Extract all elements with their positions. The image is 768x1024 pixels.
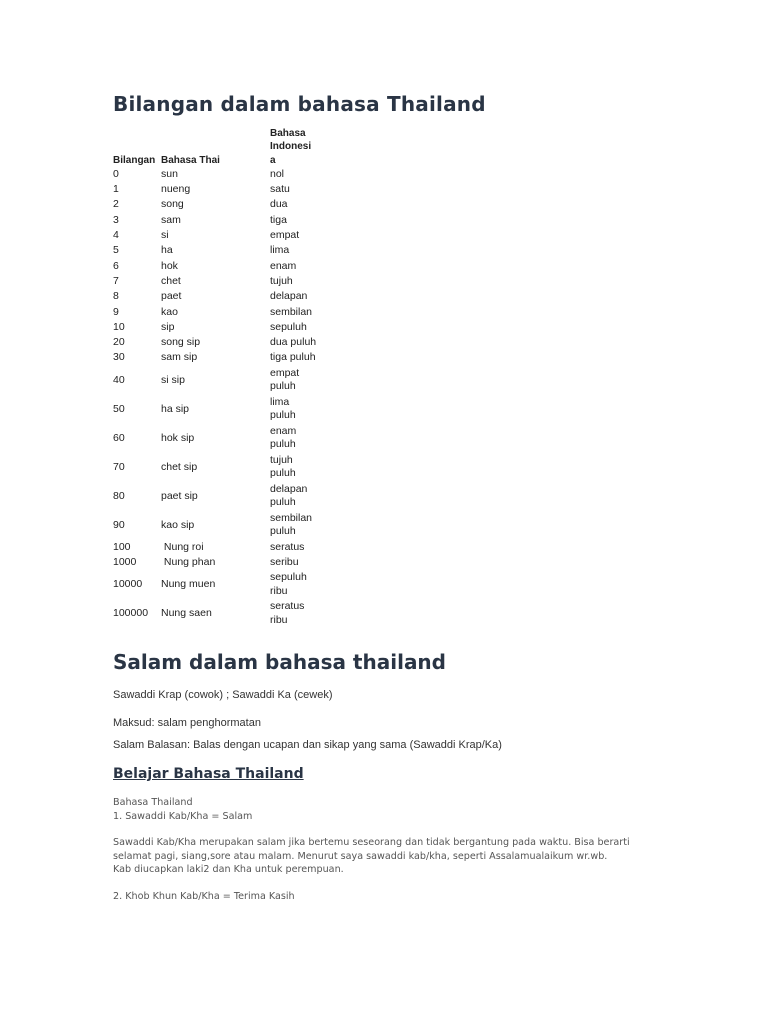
cell-line: empat (270, 366, 300, 379)
table-row (113, 482, 322, 511)
document-page (113, 92, 713, 916)
cell-thai: si (161, 229, 169, 242)
salam-line: Maksud: salam penghormatan (113, 717, 261, 730)
table-row (113, 243, 322, 258)
cell-line: empat (270, 229, 300, 242)
cell-indonesia (270, 424, 322, 453)
table-row (113, 320, 322, 335)
cell-line: enam (270, 424, 297, 437)
cell-indonesia (270, 511, 322, 540)
cell-number: 30 (113, 351, 125, 364)
header-line: Bahasa (270, 127, 306, 139)
cell-line: tujuh (270, 453, 293, 466)
cell-thai: kao (161, 305, 178, 318)
cell-number: 90 (113, 518, 125, 531)
table-row (113, 167, 322, 182)
cell-line: lima (270, 244, 290, 257)
cell-line: tiga (270, 213, 287, 226)
cell-thai: sam sip (161, 351, 198, 364)
cell-thai: si sip (161, 373, 185, 386)
cell-line: lima (270, 395, 290, 408)
salam-heading: Salam dalam bahasa thailand (113, 650, 446, 675)
table-row (113, 453, 322, 482)
cell-number: 9 (113, 305, 119, 318)
cell-thai: Nung muen (161, 578, 216, 591)
cell-thai: sip (161, 320, 175, 333)
text-line: Sawaddi Kab/Kha merupakan salam jika bertemu seseorang dan tidak bergantung pada waktu. Bisa berarti (113, 837, 630, 849)
cell-number: 6 (113, 259, 119, 272)
cell-number: 20 (113, 336, 125, 349)
cell-number: 40 (113, 373, 125, 386)
cell-thai: hok (161, 259, 178, 272)
cell-indonesia (270, 599, 322, 628)
cell-number: 80 (113, 489, 125, 502)
table-row (113, 274, 322, 289)
cell-thai: sam (161, 213, 181, 226)
cell-indonesia (270, 243, 322, 258)
cell-line: delapan (270, 290, 308, 303)
cell-indonesia (270, 213, 322, 228)
cell-line: satu (270, 183, 290, 196)
cell-thai: Nung roi (161, 540, 204, 553)
cell-thai: chet sip (161, 460, 198, 473)
text-line: 1. Sawaddi Kab/Kha = Salam (113, 810, 253, 822)
cell-line: puluh (270, 438, 296, 451)
cell-thai: paet (161, 290, 182, 303)
text-line: 2. Khob Khun Kab/Kha = Terima Kasih (113, 890, 295, 902)
cell-line: dua puluh (270, 336, 317, 349)
cell-thai: paet sip (161, 489, 198, 502)
header-bahasa-indonesia (270, 126, 322, 167)
cell-thai: sun (161, 167, 178, 180)
cell-line: dua (270, 198, 288, 211)
cell-line: seratus (270, 600, 305, 613)
cell-indonesia (270, 182, 322, 197)
cell-indonesia (270, 555, 322, 570)
header-line: Indonesi (270, 141, 312, 152)
paragraph (113, 796, 713, 823)
cell-number: 70 (113, 460, 125, 473)
cell-line: puluh (270, 409, 296, 422)
table-row (113, 599, 322, 628)
cell-number: 1 (113, 183, 119, 196)
cell-line: sembilan (270, 305, 313, 318)
text-line: Bahasa Thailand (113, 797, 193, 809)
table-row (113, 540, 322, 555)
cell-indonesia (270, 570, 322, 599)
cell-indonesia (270, 198, 322, 213)
cell-number: 60 (113, 431, 125, 444)
cell-number: 50 (113, 402, 125, 415)
table-row (113, 259, 322, 274)
table-row (113, 198, 322, 213)
cell-line: tujuh (270, 274, 293, 287)
cell-number: 5 (113, 244, 119, 257)
table-row (113, 395, 322, 424)
cell-thai: hok sip (161, 431, 195, 444)
cell-line: puluh (270, 496, 296, 509)
cell-number: 1000 (113, 556, 137, 569)
table-row (113, 555, 322, 570)
cell-number: 0 (113, 167, 119, 180)
cell-line: sepuluh (270, 320, 307, 333)
cell-indonesia (270, 482, 322, 511)
table-row (113, 511, 322, 540)
cell-thai: kao sip (161, 518, 195, 531)
cell-number: 100000 (113, 607, 149, 620)
table-row (113, 289, 322, 304)
cell-thai: ha sip (161, 402, 190, 415)
table-row (113, 213, 322, 228)
paragraph (113, 890, 713, 904)
header-bahasa-thai: Bahasa Thai (161, 154, 220, 166)
cell-line: delapan (270, 482, 308, 495)
cell-number: 7 (113, 274, 119, 287)
cell-line: enam (270, 259, 297, 272)
cell-line: sepuluh (270, 571, 307, 584)
belajar-body (113, 796, 713, 903)
cell-indonesia (270, 305, 322, 320)
cell-indonesia (270, 351, 322, 366)
cell-number: 10000 (113, 578, 143, 591)
cell-line: seribu (270, 556, 299, 569)
cell-indonesia (270, 335, 322, 350)
text-line: selamat pagi, siang,sore atau malam. Menurut saya sawaddi kab/kha, seperti Assalamualaikum wr.wb. (113, 850, 608, 862)
cell-indonesia (270, 259, 322, 274)
number-table (113, 126, 322, 628)
cell-thai: Nung saen (161, 607, 212, 620)
belajar-heading: Belajar Bahasa Thailand (113, 766, 304, 783)
cell-line: seratus (270, 540, 305, 553)
cell-indonesia (270, 228, 322, 243)
header-bilangan: Bilangan (113, 154, 156, 166)
cell-line: sembilan (270, 511, 313, 524)
cell-line: tiga puluh (270, 351, 316, 364)
paragraph (113, 836, 713, 877)
table-body (113, 167, 322, 628)
table-row (113, 351, 322, 366)
cell-line: puluh (270, 467, 296, 480)
cell-indonesia (270, 366, 322, 395)
cell-line: ribu (270, 613, 288, 626)
cell-number: 8 (113, 290, 119, 303)
page-title: Bilangan dalam bahasa Thailand (113, 92, 486, 116)
cell-number: 10 (113, 320, 125, 333)
cell-line: nol (270, 167, 285, 180)
salam-line: Salam Balasan: Balas dengan ucapan dan sikap yang sama (Sawaddi Krap/Ka) (113, 739, 502, 752)
cell-thai: nueng (161, 183, 191, 196)
table-row (113, 335, 322, 350)
cell-indonesia (270, 395, 322, 424)
cell-line: puluh (270, 380, 296, 393)
cell-number: 2 (113, 198, 119, 211)
cell-thai: song (161, 198, 184, 211)
cell-indonesia (270, 289, 322, 304)
table-row (113, 366, 322, 395)
cell-thai: chet (161, 274, 181, 287)
table-row (113, 182, 322, 197)
cell-line: puluh (270, 525, 296, 538)
cell-indonesia (270, 453, 322, 482)
cell-thai: song sip (161, 336, 201, 349)
table-row (113, 424, 322, 453)
cell-thai: ha (161, 244, 173, 257)
salam-line: Sawaddi Krap (cowok) ; Sawaddi Ka (cewek) (113, 689, 333, 702)
cell-indonesia (270, 320, 322, 335)
cell-number: 100 (113, 540, 131, 553)
table-row (113, 570, 322, 599)
cell-indonesia (270, 274, 322, 289)
cell-number: 4 (113, 229, 119, 242)
table-row (113, 305, 322, 320)
table-header-row (113, 126, 322, 167)
cell-thai: Nung phan (161, 556, 216, 569)
cell-indonesia (270, 167, 322, 182)
cell-indonesia (270, 540, 322, 555)
cell-line: ribu (270, 584, 288, 597)
header-line: a (270, 154, 276, 166)
text-line: Kab diucapkan laki2 dan Kha untuk perempuan. (113, 864, 344, 876)
cell-number: 3 (113, 213, 119, 226)
table-row (113, 228, 322, 243)
